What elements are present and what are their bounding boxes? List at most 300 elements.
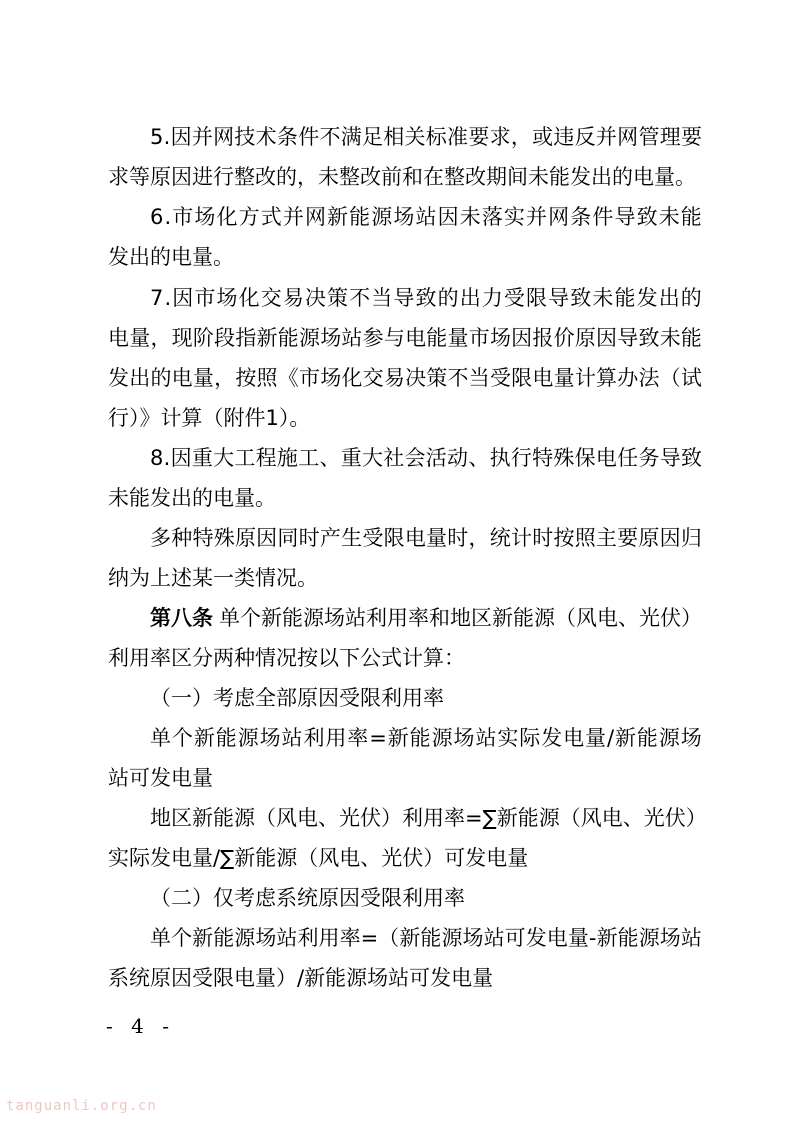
character: = [360,926,379,950]
character: 标 [425,125,447,149]
character: 电 [171,366,193,390]
character: 求 [489,125,511,149]
character: 方 [238,205,260,229]
character: 导 [548,286,570,310]
character: 市 [194,286,216,310]
character: 新 [256,326,278,350]
character: 出 [658,286,680,310]
character: 时 [447,526,469,550]
text-run: 利用率区分两种情况按以下公式计算： [108,646,465,670]
character: 行 [510,446,532,470]
character: 要 [468,125,490,149]
character: 站 [341,326,363,350]
character: 或 [532,125,554,149]
text-run [150,200,702,234]
character: 施 [276,446,298,470]
character: 产 [319,526,341,550]
character: 场 [462,926,484,950]
character: 会 [404,446,426,470]
character: 网 [213,125,235,149]
character: 量 [567,926,589,950]
text-run: 求等原因进行整改的，未整改前和在整改期间未能发出的电量。 [108,165,696,189]
character: ∑ [482,806,497,830]
character: （ [559,806,581,830]
character: 能 [614,286,636,310]
character: 电 [563,726,585,750]
character: 要 [617,526,639,550]
paragraph-line [150,441,702,475]
character: 利 [402,806,423,830]
character: ， [150,326,172,350]
character: 原 [574,326,596,350]
character: 新 [596,926,618,950]
character: 电 [532,366,554,390]
character: 电 [404,526,426,550]
character: 量 [553,366,575,390]
character: 价 [553,326,575,350]
character: 任 [617,446,639,470]
character: 当 [371,286,393,310]
character: 单 [150,726,171,750]
character: 照 [256,366,278,390]
character: 源 [234,926,256,950]
character: 化 [238,286,260,310]
character: 5 [150,125,164,149]
watermark: tanguanli.org.cn [6,1098,157,1114]
character: 重 [340,446,362,470]
character: 策 [426,366,448,390]
character: = [369,726,387,750]
character: 风 [580,806,602,830]
character: 量 [192,366,214,390]
character: 交 [260,286,282,310]
character: 的 [150,366,172,390]
paragraph-line [108,641,702,675]
character: 因 [511,326,533,350]
character: 源 [234,806,255,830]
character: （ [255,806,276,830]
text-run: 行）》计算（附件1）。 [108,406,311,430]
character: 特 [192,526,214,550]
article-heading-line [150,601,702,635]
character: 工 [298,446,320,470]
character: 量 [426,526,448,550]
character: 8 [150,446,164,470]
character: 风 [276,806,297,830]
character: 场 [194,205,216,229]
character: 源 [441,926,463,950]
character: 伏 [664,806,686,830]
character: ， [468,526,490,550]
character: 发 [636,286,658,310]
character: 交 [362,366,384,390]
character: 因 [170,125,192,149]
character: 准 [447,125,469,149]
paragraph-line [108,361,702,395]
character: 电 [546,926,568,950]
character: 式 [260,205,282,229]
character: 工 [234,446,256,470]
character: 力 [481,286,503,310]
character: 光 [339,806,360,830]
character: 场 [216,286,238,310]
character: 不 [319,125,341,149]
character: 源 [538,806,560,830]
character: 能 [680,326,702,350]
character: 阶 [192,326,214,350]
character: ） [685,806,707,830]
character: 源 [237,726,259,750]
character: 率 [347,726,369,750]
text-run: 单个新能源场站利用率和地区新能源（风电、光伏） [219,606,702,630]
character: 致 [638,326,660,350]
character: 违 [553,125,575,149]
character: 场 [259,726,281,750]
character: 际 [519,726,541,750]
character: 站 [415,205,437,229]
character: 关 [404,125,426,149]
character: 电 [405,326,427,350]
character: 网 [304,205,326,229]
character: ） [381,806,402,830]
character: 可 [504,926,526,950]
character: 致 [636,205,658,229]
character: （ [659,366,681,390]
paragraph-line [150,120,702,154]
character: 因 [170,446,192,470]
paragraph-line [108,240,702,274]
character: 发 [108,366,129,390]
character: 场 [489,326,511,350]
text-run: 纳为上述某一类情况。 [108,566,318,590]
character: 区 [171,806,192,830]
character: 场 [320,326,342,350]
character: 个 [171,926,193,950]
character: . [164,286,172,310]
character: 量 [447,326,469,350]
character: 限 [511,366,533,390]
character: 源 [431,726,453,750]
character: 市 [172,205,194,229]
character: 场 [680,726,702,750]
character: 出 [459,286,481,310]
page-number: - 4 - [106,1014,175,1038]
character: 电 [297,806,318,830]
character: 利 [303,726,325,750]
text-run [150,441,702,475]
character: 能 [349,205,371,229]
character: 站 [475,726,497,750]
character: 决 [304,286,326,310]
character: 计 [574,366,596,390]
text-run [150,120,702,154]
character: 市 [468,326,490,350]
character: 未 [659,326,681,350]
character: 发 [525,926,547,950]
character: 场 [453,726,475,750]
character: 新 [496,806,518,830]
character: 新 [192,926,214,950]
character: 能 [213,806,234,830]
character: 策 [327,286,349,310]
character: 理 [659,125,681,149]
character: 条 [570,205,592,229]
character: 站 [276,926,298,950]
character: 受 [489,366,511,390]
character: 新 [193,726,215,750]
text-run: 站可发电量 [108,766,213,790]
character: 受 [362,526,384,550]
character: 量 [129,326,151,350]
character: 致 [415,286,437,310]
character: 个 [171,726,193,750]
character: 不 [447,366,469,390]
character: 能 [215,726,237,750]
character: 能 [426,326,448,350]
character: 实 [503,205,525,229]
character: 落 [481,205,503,229]
character: 网 [548,205,570,229]
character: 新 [399,926,421,950]
character: 量 [585,726,607,750]
character: 重 [191,446,213,470]
character: 电 [601,806,623,830]
character: 特 [532,446,554,470]
character: . [163,125,171,149]
character: 并 [595,125,617,149]
character: 按 [235,366,257,390]
character: 原 [234,526,256,550]
character: 要 [680,125,702,149]
character: 活 [425,446,447,470]
character: 场 [659,926,681,950]
text-run [108,361,702,395]
character: 程 [255,446,277,470]
character: 不 [349,286,371,310]
character: 术 [255,125,277,149]
character: 的 [680,286,702,310]
character: 指 [235,326,257,350]
character: 用 [423,806,444,830]
character: - [588,926,597,950]
character: ， [214,366,236,390]
character: 多 [150,526,171,550]
character: 化 [216,205,238,229]
formula-line [108,841,702,875]
character: 归 [680,526,702,550]
paragraph-line [108,401,702,435]
paragraph-line [108,160,702,194]
character: 伏 [360,806,381,830]
character: 化 [341,366,363,390]
subsection-heading [150,681,702,715]
character: 能 [213,926,235,950]
character: 原 [638,526,660,550]
character: 因 [256,526,278,550]
character: 致 [570,286,592,310]
paragraph-line [108,481,702,515]
text-run [150,721,702,755]
character: 新 [192,806,213,830]
character: 主 [595,526,617,550]
character: 社 [383,446,405,470]
character: 务 [638,446,660,470]
character: ， [510,125,532,149]
character: 站 [483,926,505,950]
character: 源 [638,926,660,950]
character: 技 [234,125,256,149]
character: 参 [362,326,384,350]
character: 因 [172,286,194,310]
character: 率 [339,926,361,950]
character: 受 [503,286,525,310]
character: 用 [325,726,347,750]
text-run [108,321,702,355]
character: 并 [282,205,304,229]
character: / [606,726,615,750]
character: 新 [614,726,636,750]
character: 时 [298,526,320,550]
character: 场 [255,926,277,950]
character: 源 [658,726,680,750]
character: 站 [281,726,303,750]
character: 易 [282,286,304,310]
character: 电 [108,326,129,350]
character: 能 [517,806,539,830]
character: 用 [318,926,340,950]
character: 满 [340,125,362,149]
formula-line [108,961,702,995]
character: . [164,205,172,229]
text-run [150,281,702,315]
character: 场 [320,366,342,390]
character: 发 [541,726,563,750]
formula-line [150,721,702,755]
character: 能 [409,726,431,750]
character: 、 [468,446,490,470]
character: 6 [150,205,164,229]
character: 动 [447,446,469,470]
character: 并 [526,205,548,229]
character: 源 [298,326,320,350]
character: 种 [171,526,193,550]
character: 能 [680,205,702,229]
character: 算 [596,366,618,390]
character: 致 [680,446,702,470]
character: 按 [553,526,575,550]
character: 条 [276,125,298,149]
character: 出 [129,366,151,390]
text-run [150,921,702,955]
character: 导 [614,205,636,229]
character: 《 [277,366,299,390]
character: 、 [622,806,644,830]
character: 计 [510,526,532,550]
character: 大 [361,446,383,470]
character: 能 [420,926,442,950]
character: 法 [638,366,660,390]
formula-line [150,921,702,955]
character: 现 [171,326,193,350]
character: 能 [617,926,639,950]
character: 易 [383,366,405,390]
character: 场 [393,205,415,229]
character: 实 [497,726,519,750]
character: 同 [277,526,299,550]
paragraph-line [150,521,702,555]
text-run: 发出的电量。 [108,245,234,269]
text-run: 实际发电量/∑新能源（风电、光伏）可发电量 [108,846,529,870]
text-run: 系统原因受限电量）/新能源场站可发电量 [108,966,494,990]
character: 未 [658,205,680,229]
character: 报 [532,326,554,350]
character: 新 [327,205,349,229]
character: 与 [383,326,405,350]
character: 市 [298,366,320,390]
character: 足 [361,125,383,149]
character: 相 [383,125,405,149]
character: 当 [468,366,490,390]
subsection-heading [150,881,702,915]
article-number: 第八条 [150,606,213,630]
character: 光 [643,806,665,830]
character: 限 [383,526,405,550]
character: 决 [405,366,427,390]
character: 网 [617,125,639,149]
formula-line [150,801,707,835]
character: 限 [526,286,548,310]
character: 生 [341,526,363,550]
character: 未 [459,205,481,229]
character: 7 [150,286,164,310]
character: 时 [532,526,554,550]
character: 照 [574,526,596,550]
character: 因 [659,526,681,550]
character: 未 [592,286,614,310]
character: 大 [213,446,235,470]
character: 办 [617,366,639,390]
character: 源 [371,205,393,229]
character: 能 [636,726,658,750]
character: = [465,806,483,830]
character: 地 [150,806,171,830]
character: 殊 [553,446,575,470]
character: 段 [214,326,236,350]
text-run: （一）考虑全部原因受限利用率 [150,686,444,710]
paragraph-line [150,200,702,234]
character: 率 [444,806,465,830]
character: 管 [638,125,660,149]
character: 电 [595,446,617,470]
paragraph-line [150,281,702,315]
character: 、 [319,446,341,470]
character: （ [378,926,400,950]
character: 执 [489,446,511,470]
character: 能 [277,326,299,350]
character: 因 [596,326,618,350]
character: 统 [489,526,511,550]
character: 反 [574,125,596,149]
formula-line [108,761,702,795]
text-run [150,801,707,835]
character: 导 [393,286,415,310]
character: 导 [659,446,681,470]
character: 试 [680,366,702,390]
character: 因 [437,205,459,229]
character: 并 [191,125,213,149]
character: 导 [617,326,639,350]
character: . [163,446,171,470]
